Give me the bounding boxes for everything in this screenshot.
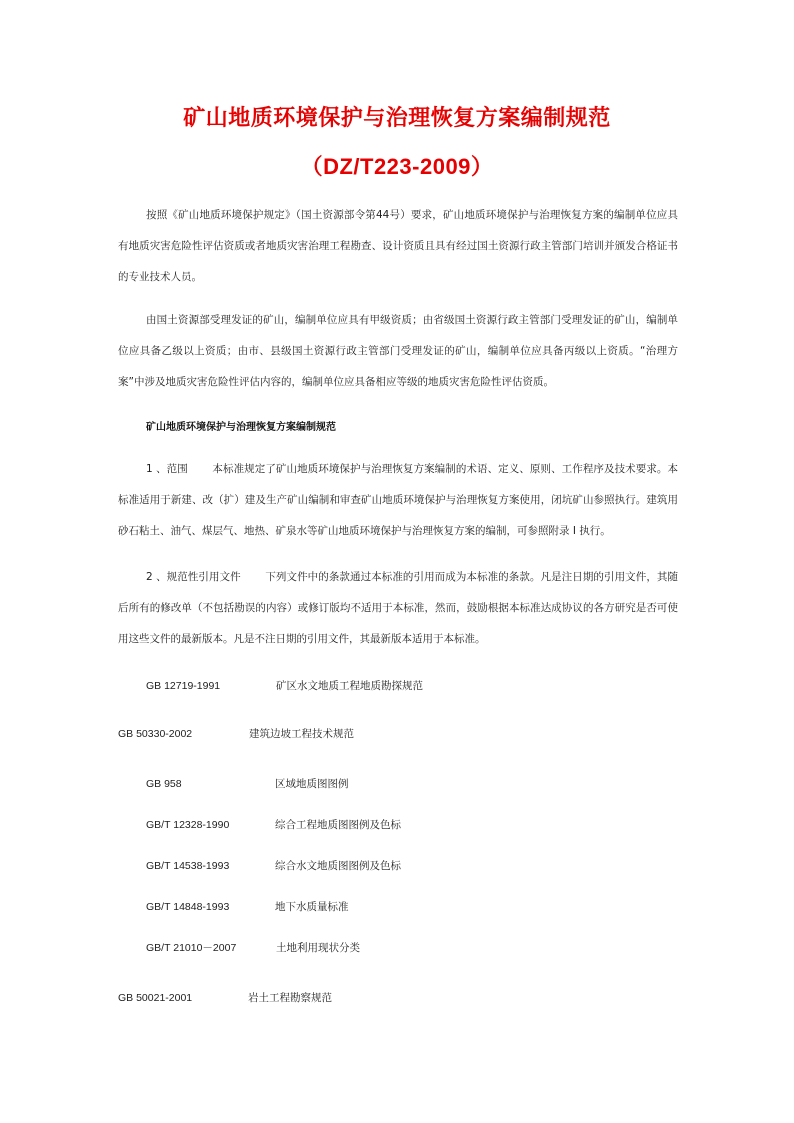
- reference-name: 土地利用现状分类: [276, 942, 360, 954]
- reference-name: 建筑边坡工程技术规范: [249, 728, 354, 740]
- paragraph-qualification-requirement: 按照《矿山地质环境保护规定》（国土资源部令第44号）要求，矿山地质环境保护与治理恢复方案的编制单位应具有地质灾害危险性评估资质或者地质灾害治理工程勘查、设计资质且具有经过国土资源行政主管部门培训并颁发合格证书的专业技术人员。: [118, 209, 678, 283]
- document-title: 矿山地质环境保护与治理恢复方案编制规范: [183, 106, 611, 131]
- reference-code: GB 958: [146, 778, 182, 790]
- reference-code: GB 50021-2001: [118, 992, 193, 1004]
- reference-code: GB/T 14538-1993: [146, 860, 230, 872]
- reference-name: 综合工程地质图图例及色标: [275, 819, 401, 831]
- section-heading: 矿山地质环境保护与治理恢复方案编制规范: [146, 422, 336, 433]
- reference-code: GB 50330-2002: [118, 728, 193, 740]
- reference-name: 区域地质图图例: [275, 778, 349, 790]
- reference-name: 综合水文地质图图例及色标: [275, 860, 401, 872]
- reference-name: 矿区水文地质工程地质勘探规范: [276, 680, 423, 692]
- reference-name: 地下水质量标准: [275, 901, 349, 913]
- section-scope: 1 、范围 本标准规定了矿山地质环境保护与治理恢复方案编制的术语、定义、原则、工作程序及技术要求。本标准适用于新建、改（扩）建及生产矿山编制和审查矿山地质环境保护与治理恢复方案使用，闭坑矿山参照执行。建筑用砂石粘土、油气、煤层气、地热、矿泉水等矿山地质环境保护与治理恢复方案的编制，可参照附录 I 执行。: [118, 463, 678, 537]
- reference-name: 岩土工程勘察规范: [248, 992, 332, 1004]
- section-normative-references: 2 、规范性引用文件 下列文件中的条款通过本标准的引用而成为本标准的条款。凡是注日期的引用文件，其随后所有的修改单（不包括勘误的内容）或修订版均不适用于本标准，然而，鼓励根据本标准达成协议的各方研究是否可使用这些文件的最新版本。凡是不注日期的引用文件，其最新版本适用于本标准。: [118, 571, 678, 645]
- document-standard-code: （DZ/T223-2009）: [300, 154, 494, 179]
- paragraph-qualification-levels: 由国土资源部受理发证的矿山，编制单位应具有甲级资质；由省级国土资源行政主管部门受理发证的矿山，编制单位应具备乙级以上资质；由市、县级国土资源行政主管部门受理发证的矿山，编制单位应具备丙级以上资质。“治理方案”中涉及地质灾害危险性评估内容的，编制单位应具备相应等级的地质灾害危险性评估资质。: [118, 314, 678, 388]
- reference-code: GB/T 21010－2007: [146, 942, 237, 954]
- reference-code: GB 12719-1991: [146, 680, 221, 692]
- reference-code: GB/T 14848-1993: [146, 901, 230, 913]
- reference-code: GB/T 12328-1990: [146, 819, 230, 831]
